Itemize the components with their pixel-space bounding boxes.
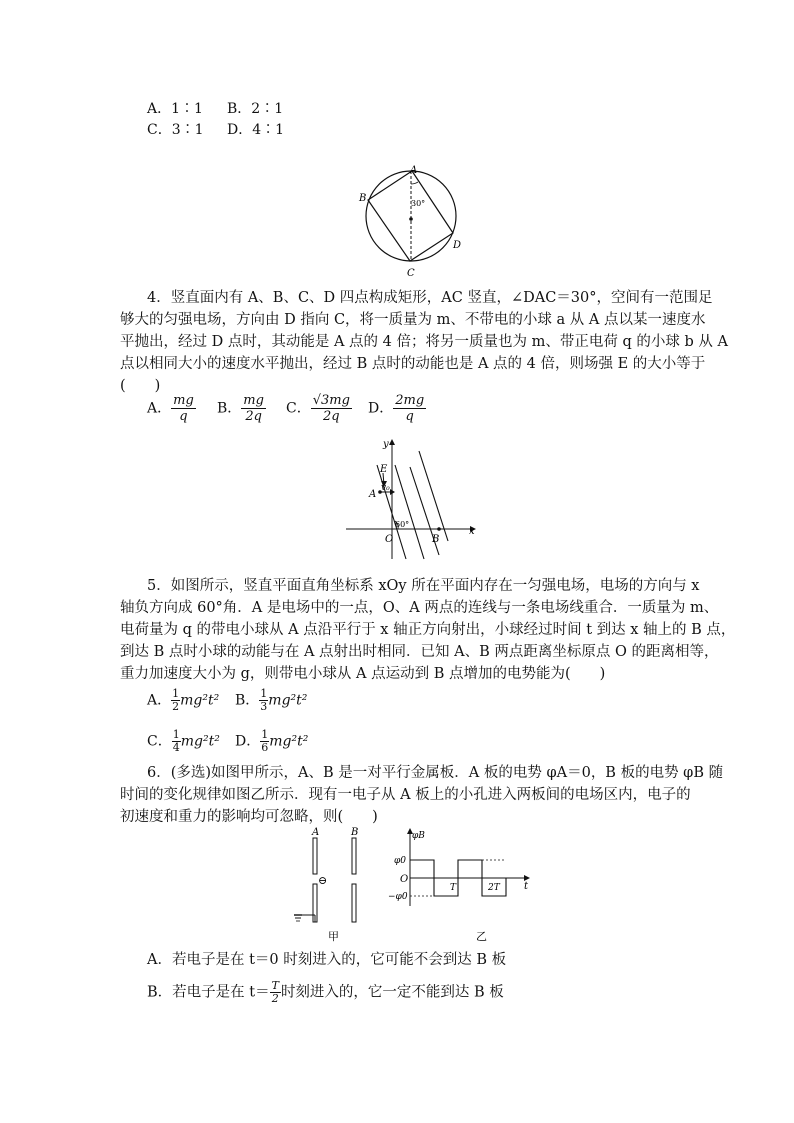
q6-option-b-pre: B．若电子是在 t＝: [147, 984, 270, 1001]
q5-option-a-letter: A．: [147, 692, 172, 709]
label-b: B: [351, 827, 359, 838]
label-angle: 30°: [411, 199, 426, 208]
q4-option-b: [217, 393, 266, 424]
q5-option-d-letter: D．: [235, 733, 261, 750]
q5-option-b-fraction: [259, 688, 268, 713]
q4-option-d-denominator: q: [405, 409, 414, 424]
label-t-axis: t: [524, 881, 529, 892]
label-b: B: [359, 193, 367, 204]
q5-option-b-numerator: 1: [260, 687, 268, 700]
q4-option-a-denominator: q: [179, 409, 188, 424]
q4-option-d-letter: D．: [368, 400, 394, 417]
q4-option-c: [286, 393, 352, 424]
label-t-period: T: [450, 883, 457, 893]
q6-option-b: [147, 980, 504, 1005]
q5-line-2: 轴负方向成 60°角．A 是电场中的一点，O、A 两点的连线与一条电场线重合．一质量为 m、: [120, 600, 719, 616]
q4-option-a-numerator: mg: [173, 393, 194, 408]
q5-line-4: 到达 B 点时小球的动能与在 A 点射出时相同．已知 A、B 两点距离坐标原点 O 的距离相等，: [120, 644, 719, 660]
label-y: y: [383, 439, 389, 450]
q4-option-c-denominator: 2q: [323, 409, 340, 424]
angle-arc: [411, 182, 418, 184]
q4-option-b-numerator: mg: [243, 393, 264, 408]
q6-figure-yi: [368, 826, 538, 944]
label-o: O: [385, 534, 394, 545]
q5-option-b: [235, 688, 307, 713]
label-e: E: [380, 464, 388, 475]
field-line-2: [395, 465, 424, 559]
q6-line-3: 初速度和重力的影响均可忽略，则( ): [120, 809, 378, 825]
q5-line-5: 重力加速度大小为 g，则带电小球从 A 点运动到 B 点增加的电势能为( ): [120, 666, 606, 682]
q5-option-b-letter: B．: [235, 692, 260, 709]
q6-line-1: 6．(多选)如图甲所示，A、B 是一对平行金属板．A 板的电势 φA＝0，B 板的电势 φB 随: [147, 765, 724, 781]
q5-option-a-tail: mg²t²: [180, 692, 220, 709]
q3-option-b: B．2∶1: [227, 101, 284, 117]
plate-a-upper: [313, 838, 317, 874]
q4-option-c-numerator: √3mg: [312, 393, 350, 408]
q4-option-d: [368, 393, 426, 424]
q3-option-c: C．3∶1: [147, 122, 204, 138]
q6-option-b-denominator: 2: [271, 992, 279, 1005]
q4-line-4: 点以相同大小的速度水平抛出，经过 B 点时的动能也是 A 点的 4 倍，则场强 E 的大小等于: [120, 356, 706, 372]
label-2t: 2T: [488, 883, 500, 893]
label-v0: v₀: [381, 483, 390, 493]
q5-option-a: [147, 688, 219, 713]
q5-option-a-denominator: 2: [172, 700, 180, 713]
label-phi0: φ0: [394, 856, 407, 866]
plate-b-upper: [352, 838, 356, 874]
label-phib: φB: [412, 831, 425, 841]
label-x: x: [469, 526, 475, 537]
q4-option-a: [147, 393, 196, 424]
q5-option-d-denominator: 6: [261, 741, 269, 754]
q4-option-b-letter: B．: [217, 400, 242, 417]
q4-option-a-fraction: [171, 393, 196, 424]
q5-option-c-denominator: 4: [172, 741, 180, 754]
q4-line-2: 够大的匀强电场，方向由 D 指向 C，将一质量为 m、不带电的小球 a 从 A 点以某一速度水: [120, 312, 706, 328]
q4-figure: [355, 160, 475, 280]
label-angle: 60°: [395, 520, 410, 529]
q5-option-b-denominator: 3: [260, 700, 268, 713]
q5-option-b-tail: mg²t²: [268, 692, 308, 709]
q4-option-d-fraction: [393, 393, 426, 424]
q4-option-b-denominator: 2q: [245, 409, 262, 424]
caption-jia: 甲: [328, 930, 339, 943]
field-line-4: [419, 451, 448, 541]
q4-line-3: 平抛出，经过 D 点时，其动能是 A 点的 4 倍；将另一质量也为 m、带正电荷 q 的小球 b 从 A: [120, 334, 728, 350]
q5-option-d-fraction: [260, 729, 269, 754]
q5-line-3: 电荷量为 q 的带电小球从 A 点沿平行于 x 轴正方向射出，小球经过时间 t 到达 x 轴上的 B 点，: [120, 622, 736, 638]
q5-option-a-numerator: 1: [172, 687, 180, 700]
q4-option-c-letter: C．: [286, 400, 311, 417]
q6-figure-jia: [290, 826, 370, 944]
label-a: A: [369, 489, 377, 500]
caption-yi: 乙: [476, 930, 487, 943]
q4-option-a-letter: A．: [147, 400, 172, 417]
label-o: O: [400, 874, 409, 885]
label-a: A: [312, 827, 320, 838]
q4-option-b-fraction: [241, 393, 266, 424]
q5-option-c-letter: C．: [147, 733, 172, 750]
q5-option-d: [235, 729, 308, 754]
label-b: B: [432, 534, 440, 545]
q5-option-d-numerator: 1: [261, 728, 269, 741]
center-point: [409, 217, 413, 221]
q6-option-b-fraction: [270, 980, 281, 1005]
q5-line-1: 5．如图所示，竖直平面直角坐标系 xOy 所在平面内存在一匀强电场，电场的方向与 x: [147, 578, 700, 594]
label-a: A: [410, 165, 418, 176]
q6-line-2: 时间的变化规律如图乙所示．现有一电子从 A 板上的小孔进入两板间的电场区内，电子的: [120, 787, 691, 803]
y-axis-arrow: [389, 439, 395, 445]
q6-option-b-post: 时刻进入的，它一定不能到达 B 板: [280, 984, 504, 1001]
q6-option-a: A．若电子是在 t＝0 时刻进入的，它可能不会到达 B 板: [147, 952, 507, 968]
point-b: [437, 527, 441, 531]
q4-line-5: ( ): [120, 378, 161, 394]
label-d: D: [453, 240, 462, 251]
q4-option-c-fraction: [311, 393, 352, 424]
plate-b-lower: [352, 884, 356, 922]
q4-line-1: 4．竖直面内有 A、B、C、D 四点构成矩形，AC 竖直，∠DAC＝30°，空间有一范围足: [147, 290, 713, 306]
q6-option-b-numerator: T: [271, 979, 279, 992]
q3-option-d: D．4∶1: [227, 122, 285, 138]
electron-icon: ⊖: [318, 874, 328, 887]
label-neg-phi0: −φ0: [388, 892, 408, 902]
q3-option-a: A．1∶1: [147, 101, 203, 117]
q5-option-c-numerator: 1: [172, 728, 180, 741]
q5-option-c-fraction: [172, 729, 181, 754]
q5-option-c: [147, 729, 220, 754]
q5-option-d-tail: mg²t²: [269, 733, 309, 750]
q5-option-a-fraction: [171, 688, 180, 713]
q5-figure: [340, 435, 480, 563]
q5-option-c-tail: mg²t²: [180, 733, 220, 750]
q4-option-d-numerator: 2mg: [395, 393, 425, 408]
label-c: C: [407, 268, 415, 279]
